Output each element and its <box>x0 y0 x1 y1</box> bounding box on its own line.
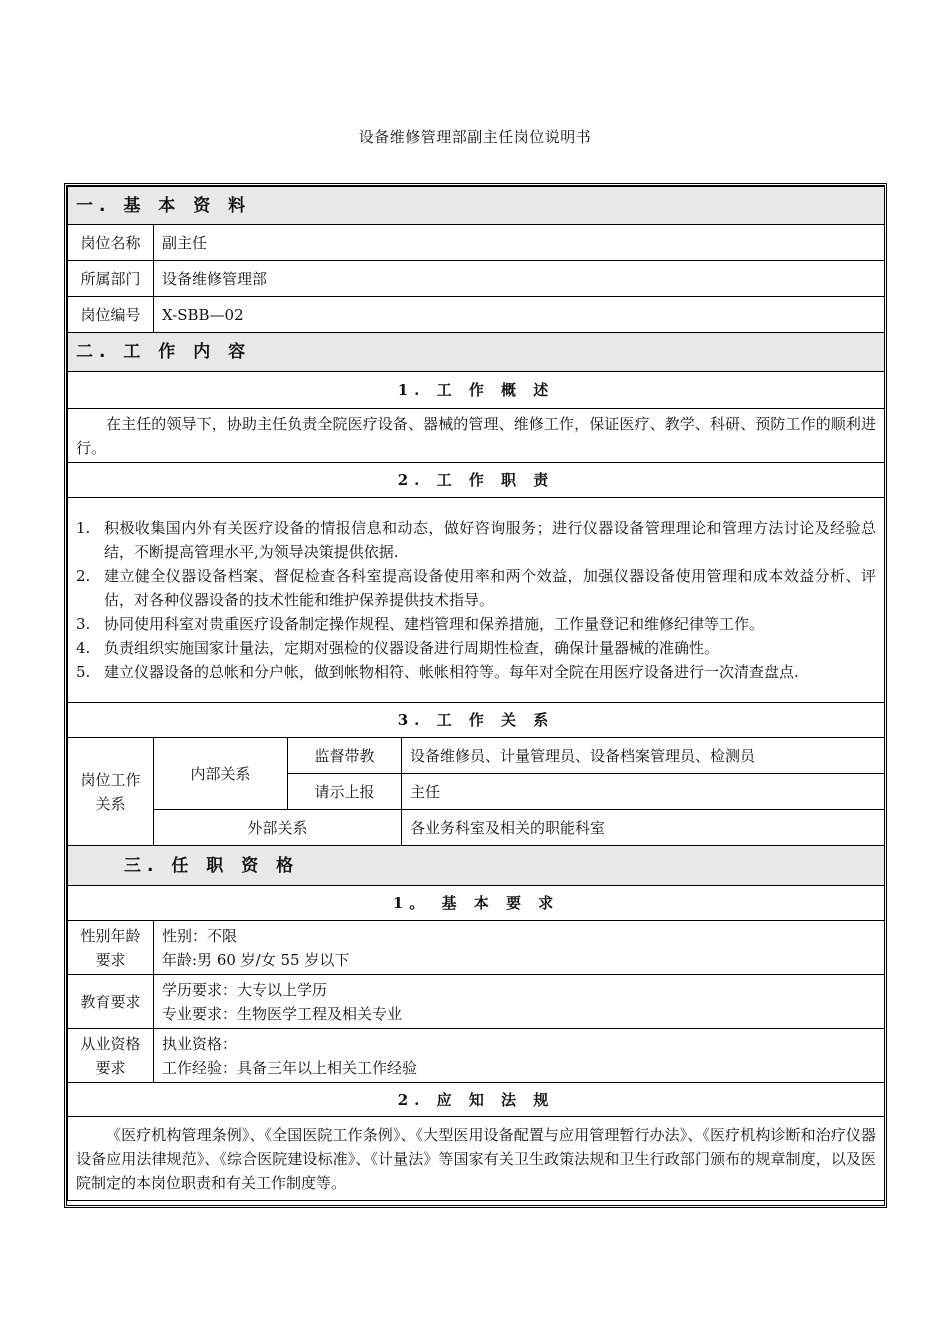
list-item <box>76 636 876 660</box>
duty-number: 2. <box>76 567 91 585</box>
experience-line: 工作经验：具备三年以上相关工作经验 <box>162 1058 418 1077</box>
duty-number: 3. <box>76 615 91 633</box>
list-item <box>76 516 876 564</box>
position-code-value: X-SBB—02 <box>154 297 885 333</box>
duty-text: 协同使用科室对贵重医疗设备制定操作规程、建档管理和保养措施，工作量登记和维修纪律等工作。 <box>104 615 765 633</box>
gender-age-label: 性别年龄要求 <box>68 921 154 975</box>
license-line: 执业资格： <box>162 1034 238 1053</box>
regulations-heading: 2. 应 知 法 规 <box>68 1083 885 1117</box>
work-overview-text: 在主任的领导下，协助主任负责全院医疗设备、器械的管理、维修工作，保证医疗、教学、科研、预防工作的顺利进行。 <box>68 409 885 463</box>
external-relations-label: 外部关系 <box>154 810 402 846</box>
page-title: 设备维修管理部副主任岗位说明书 <box>358 128 592 146</box>
department-label: 所属部门 <box>68 261 154 297</box>
basic-requirements-heading: 1。 基 本 要 求 <box>68 886 885 921</box>
qualification-label: 从业资格要求 <box>68 1029 154 1083</box>
list-item <box>76 660 876 684</box>
section-qualifications-heading: 三. 任 职 资 格 <box>68 846 885 886</box>
work-overview-heading: 1. 工 作 概 述 <box>68 372 885 409</box>
degree-line: 学历要求：大专以上学历 <box>162 980 328 999</box>
section-work-content-heading: 二. 工 作 内 容 <box>68 333 885 372</box>
internal-relations-label: 内部关系 <box>154 738 288 810</box>
education-value <box>154 975 885 1029</box>
table-row <box>68 810 885 846</box>
report-value: 主任 <box>402 774 885 810</box>
qualification-value <box>154 1029 885 1083</box>
duty-text: 积极收集国内外有关医疗设备的情报信息和动态，做好咨询服务；进行仪器设备管理理论和管理方法讨论及经验总结，不断提高管理水平,为领导决策提供依据. <box>104 519 877 561</box>
regulations-text: 《医疗机构管理条例》、《全国医院工作条例》、《大型医用设备配置与应用管理暂行办法》、《医疗机构诊断和治疗仪器设备应用法律规范》、《综合医院建设标准》、《计量法》等国家有关卫生政策法规和卫生行政部门颁布的规章制度，以及医院制定的本岗位职责和有关工作制度等。 <box>68 1117 885 1201</box>
table-row <box>68 261 885 297</box>
section-basic-info-heading: 一. 基 本 资 料 <box>68 187 885 225</box>
table-row <box>68 1029 885 1083</box>
position-name-label: 岗位名称 <box>68 225 154 261</box>
major-line: 专业要求：生物医学工程及相关专业 <box>162 1004 403 1023</box>
list-item <box>76 612 876 636</box>
duty-number: 5. <box>76 663 91 681</box>
job-description-table <box>67 186 885 1201</box>
work-duties-heading: 2. 工 作 职 责 <box>68 463 885 498</box>
duty-number: 1. <box>76 519 91 537</box>
table-row <box>68 921 885 975</box>
table-row <box>68 297 885 333</box>
external-relations-value: 各业务科室及相关的职能科室 <box>402 810 885 846</box>
duty-number: 4. <box>76 639 91 657</box>
duty-text: 建立健全仪器设备档案、督促检查各科室提高设备使用率和两个效益，加强仪器设备使用管理和成本效益分析、评估，对各种仪器设备的技术性能和维护保养提供技术指导。 <box>104 567 877 609</box>
list-item <box>76 564 876 612</box>
duty-text: 负责组织实施国家计量法，定期对强检的仪器设备进行周期性检查，确保计量器械的准确性。 <box>104 639 720 657</box>
position-name-value: 副主任 <box>154 225 885 261</box>
supervise-value: 设备维修员、计量管理员、设备档案管理员、检测员 <box>402 738 885 774</box>
age-line: 年龄:男 60 岁/女 55 岁以下 <box>162 950 350 969</box>
gender-line: 性别：不限 <box>162 926 238 945</box>
work-relations-heading: 3. 工 作 关 系 <box>68 703 885 738</box>
duty-text: 建立仪器设备的总帐和分户帐，做到帐物相符、帐帐相符等。每年对全院在用医疗设备进行一次清查盘点. <box>104 663 799 681</box>
gender-age-value <box>154 921 885 975</box>
position-code-label: 岗位编号 <box>68 297 154 333</box>
supervise-label: 监督带教 <box>288 738 402 774</box>
table-row <box>68 738 885 774</box>
table-row <box>68 975 885 1029</box>
table-row <box>68 225 885 261</box>
work-duties-list <box>68 498 885 703</box>
department-value: 设备维修管理部 <box>154 261 885 297</box>
education-label: 教育要求 <box>68 975 154 1029</box>
report-label: 请示上报 <box>288 774 402 810</box>
relations-row-label: 岗位工作关系 <box>68 738 154 846</box>
